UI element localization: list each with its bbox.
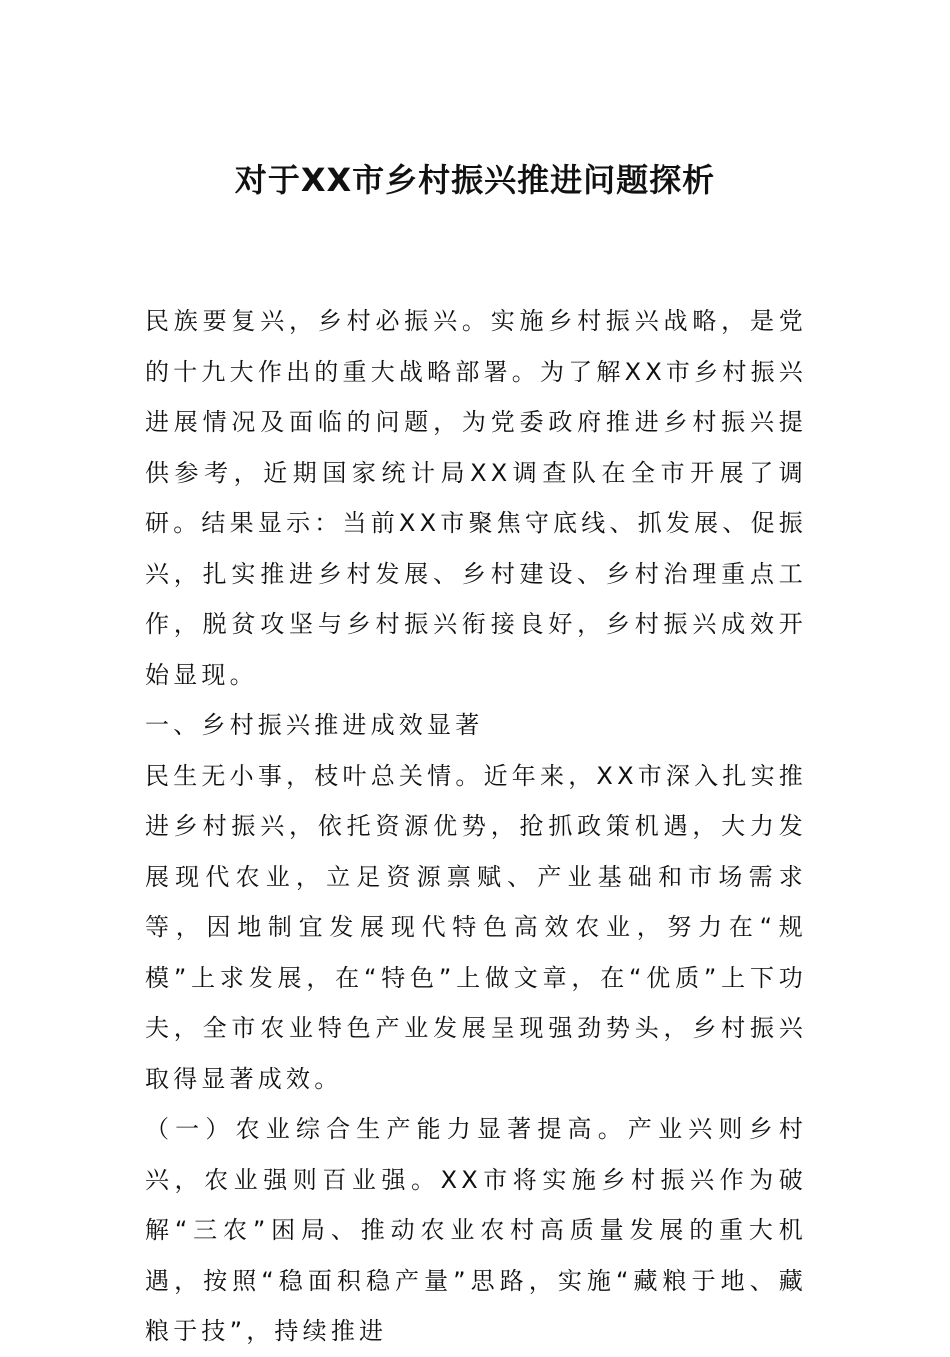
body-paragraph: 民生无小事，枝叶总关情。近年来，XX市深入扎实推进乡村振兴，依托资源优势，抢抓政策机遇，大力发展现代农业，立足资源禀赋、产业基础和市场需求等，因地制宜发展现代特色高效农业，努力在“规模”上求发展，在“特色”上做文章，在“优质”上下功夫，全市农业特色产业发展呈现强劲势头，乡村振兴取得显著成效。: [145, 761, 807, 1093]
section-heading: 一、乡村振兴推进成效显著: [145, 711, 484, 739]
subsection-paragraph: （一）农业综合生产能力显著提高。产业兴则乡村兴，农业强则百业强。XX市将实施乡村振兴作为破解“三农”困局、推动农业农村高质量发展的重大机遇，按照“稳面积稳产量”思路，实施“藏粮于地、藏粮于技”，持续推进: [145, 1115, 807, 1345]
document-title: 对于XX市乡村振兴推进问题探析: [234, 161, 716, 199]
intro-paragraph: 民族要复兴，乡村必振兴。实施乡村振兴战略，是党的十九大作出的重大战略部署。为了解XX市乡村振兴进展情况及面临的问题，为党委政府推进乡村振兴提供参考，近期国家统计局XX调查队在全市开展了调研。结果显示：当前XX市聚焦守底线、抓发展、促振兴，扎实推进乡村发展、乡村建设、乡村治理重点工作，脱贫攻坚与乡村振兴衔接良好，乡村振兴成效开始显现。: [145, 307, 807, 689]
document-body: [145, 296, 807, 1357]
